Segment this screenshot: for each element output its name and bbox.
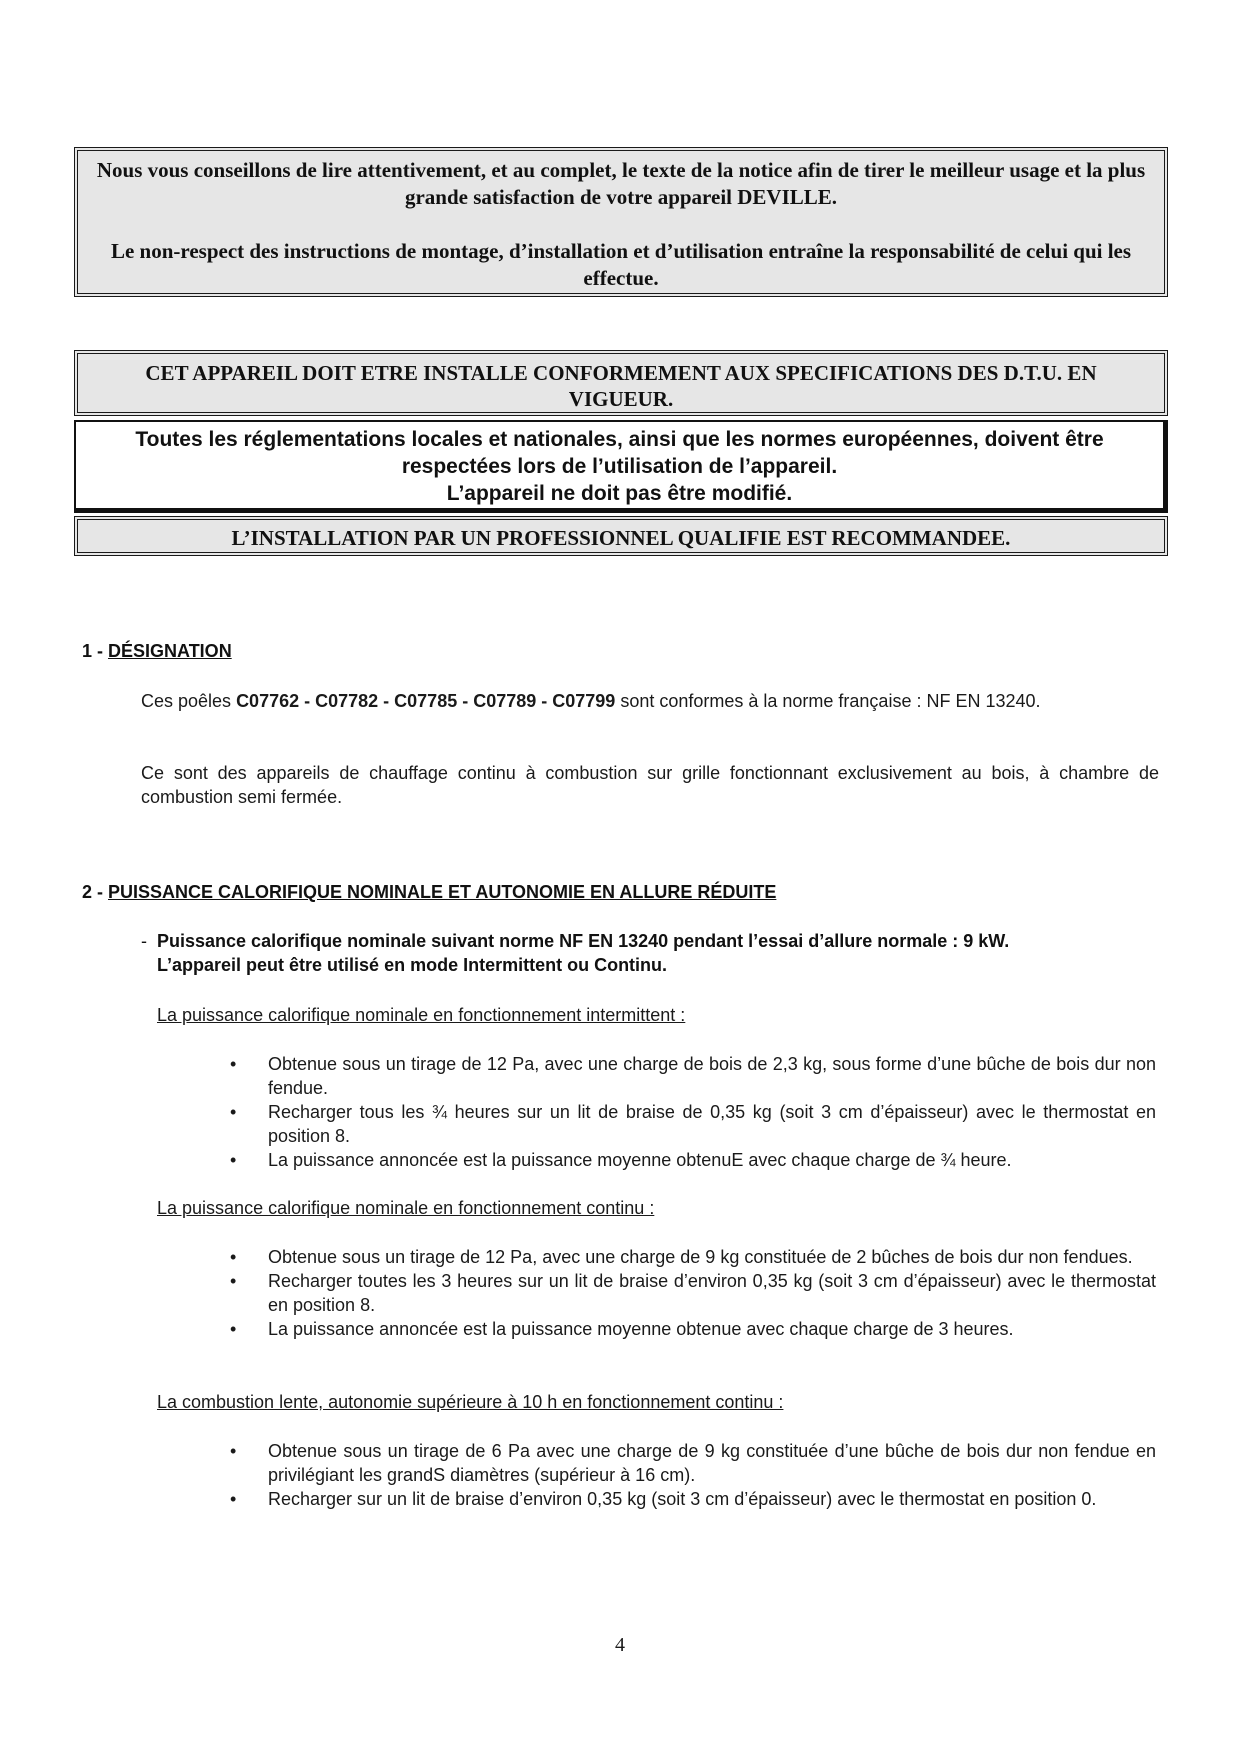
bullet-icon: •: [230, 1319, 237, 1339]
notice-box: [74, 147, 1168, 297]
regulations-line-1: Toutes les réglementations locales et nationales, ainsi que les normes européennes, doivent être respectées lors de l’utilisation de l’appareil.: [135, 428, 1104, 478]
list-item: • Obtenue sous un tirage de 12 Pa, avec une charge de 9 kg constituée de 2 bûches de bois dur non fendues.: [230, 1247, 1133, 1267]
models-intro: Ces poêles: [141, 691, 237, 711]
installation-warning-text: L’INSTALLATION PAR UN PROFESSIONNEL QUALIFIE EST RECOMMANDEE.: [231, 526, 1011, 550]
intermittent-heading: La puissance calorifique nominale en fonctionnement intermittent :: [157, 1005, 686, 1025]
bullet-icon: •: [230, 1489, 237, 1509]
section-1-title: DÉSIGNATION: [108, 641, 232, 661]
nominal-power-line-2: L’appareil peut être utilisé en mode Intermittent ou Continu.: [157, 955, 668, 975]
models-norm: sont conformes à la norme française : NF EN 13240.: [615, 691, 1041, 711]
section-2-heading: [82, 880, 776, 904]
models-list: C07762 - C07782 - C07785 - C07789 - C07799: [236, 691, 616, 711]
bullet-icon: •: [230, 1441, 237, 1461]
regulations-box: [74, 420, 1168, 513]
dtu-warning-box: [74, 350, 1168, 416]
list-item: • Obtenue sous un tirage de 6 Pa avec une charge de 9 kg constituée d’une bûche de bois dur non fendue en privilégiant les grandS diamètres (supérieur à 16 cm).: [230, 1441, 1156, 1485]
continuous-heading: La puissance calorifique nominale en fonctionnement continu :: [157, 1198, 655, 1218]
installation-warning-box: [74, 516, 1168, 556]
page-number: 4: [615, 1634, 625, 1656]
list-item: • Obtenue sous un tirage de 12 Pa, avec une charge de bois de 2,3 kg, sous forme d’une bûche de bois dur non fendue.: [230, 1054, 1156, 1098]
notice-line-2: Le non-respect des instructions de montage, d’installation et d’utilisation entraîne la responsabilité de celui qui les effectue.: [110, 239, 1132, 290]
section-1-paragraph-1: [141, 689, 1159, 713]
list-item: • La puissance annoncée est la puissance moyenne obtenuE avec chaque charge de ¾ heure.: [230, 1150, 1012, 1170]
list-item: • Recharger sur un lit de braise d’environ 0,35 kg (soit 3 cm d’épaisseur) avec le thermostat en position 0.: [230, 1489, 1097, 1509]
section-2-title: PUISSANCE CALORIFIQUE NOMINALE ET AUTONOMIE EN ALLURE RÉDUITE: [108, 882, 777, 902]
list-item: • Recharger toutes les 3 heures sur un lit de braise d’environ 0,35 kg (soit 3 cm d’épaisseur) avec le thermostat en position 8.: [230, 1271, 1156, 1315]
section-1-paragraph-2: Ce sont des appareils de chauffage continu à combustion sur grille fonctionnant exclusivement au bois, à chambre de combustion semi fermée.: [141, 763, 1159, 807]
intermittent-list: [230, 1052, 1156, 1172]
section-1-heading: [82, 639, 232, 663]
list-item: • La puissance annoncée est la puissance moyenne obtenue avec chaque charge de 3 heures.: [230, 1319, 1014, 1339]
notice-line-1: Nous vous conseillons de lire attentivement, et au complet, le texte de la notice afin de tirer le meilleur usage et la plus grande satisfaction de votre appareil DEVILLE.: [96, 158, 1146, 209]
section-2-number: 2 -: [82, 882, 109, 902]
bullet-icon: •: [230, 1102, 237, 1122]
nominal-power-statement: [141, 929, 1166, 977]
dtu-warning-text: CET APPAREIL DOIT ETRE INSTALLE CONFORMEMENT AUX SPECIFICATIONS DES D.T.U. EN VIGUEUR.: [145, 361, 1097, 411]
regulations-line-2: L’appareil ne doit pas être modifié.: [446, 482, 793, 505]
list-item: • Recharger tous les ¾ heures sur un lit de braise de 0,35 kg (soit 3 cm d’épaisseur) avec le thermostat en position 8.: [230, 1102, 1156, 1146]
dash-marker: -: [141, 931, 147, 951]
bullet-icon: •: [230, 1247, 237, 1267]
slow-combustion-heading: La combustion lente, autonomie supérieure à 10 h en fonctionnement continu :: [157, 1392, 784, 1412]
bullet-icon: •: [230, 1271, 237, 1291]
section-1-number: 1 -: [82, 641, 109, 661]
bullet-icon: •: [230, 1150, 237, 1170]
bullet-icon: •: [230, 1054, 237, 1074]
slow-combustion-list: [230, 1439, 1156, 1511]
nominal-power-line-1: Puissance calorifique nominale suivant norme NF EN 13240 pendant l’essai d’allure normale : 9 kW.: [157, 931, 1010, 951]
continuous-list: [230, 1245, 1156, 1341]
